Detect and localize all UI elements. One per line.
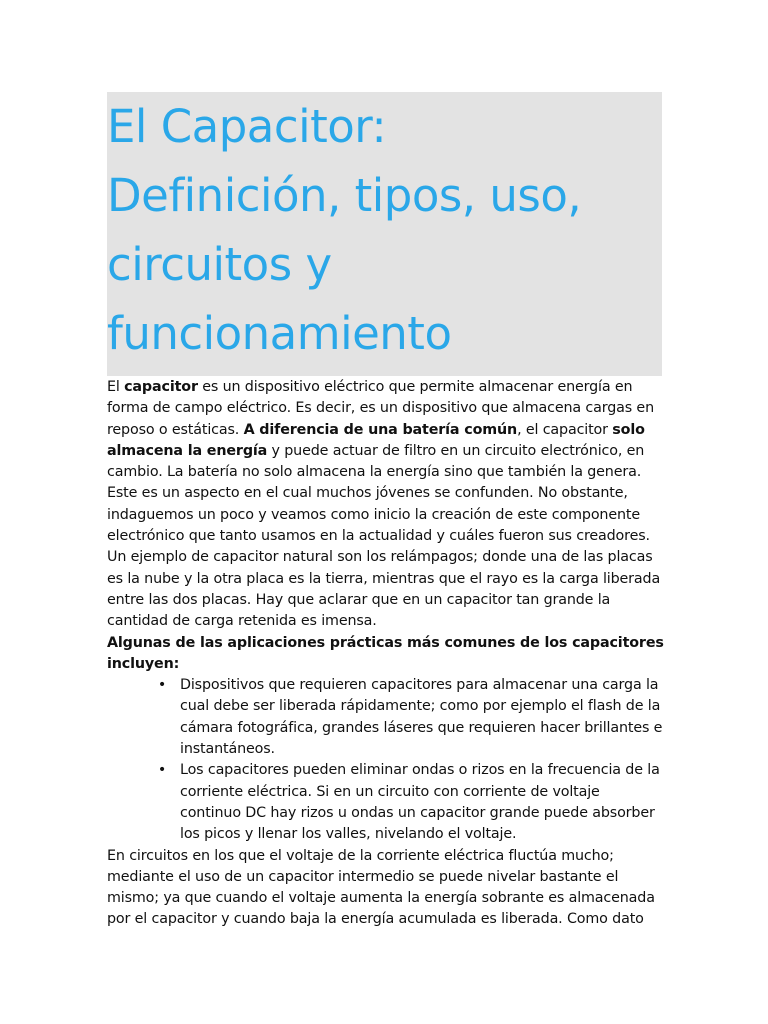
text-line: es la nube y la otra placa es la tierra, mientras que el rayo es la carga liberada (107, 570, 661, 587)
intro-paragraph (107, 377, 667, 633)
page-title (107, 92, 662, 368)
text-line: forma de campo eléctrico. Es decir, es un dispositivo que almacena cargas en (107, 400, 654, 417)
applications-list (107, 675, 667, 845)
text-line (107, 377, 667, 398)
heading-line: incluyen: (107, 655, 180, 672)
text-run: , el capacitor (517, 421, 613, 438)
text-run: El (107, 379, 125, 395)
bold-phrase-bateria: A diferencia de una batería común (243, 421, 518, 438)
bold-term-capacitor: capacitor (124, 379, 198, 395)
bold-phrase-solo: solo (612, 421, 645, 438)
text-line: mediante el uso de un capacitor intermedio se puede nivelar bastante el (107, 868, 619, 885)
text-run: reposo o estáticas. (107, 421, 244, 438)
text-line: por el capacitor y cuando baja la energía acumulada es liberada. Como dato (107, 911, 644, 928)
text-line: En circuitos en los que el voltaje de la corriente eléctrica fluctúa mucho; (107, 847, 614, 864)
list-item (107, 675, 667, 760)
text-line (107, 441, 667, 462)
bullet-icon: • (157, 762, 167, 779)
text-line: cual debe ser liberada rápidamente; como por ejemplo el flash de la (180, 698, 661, 715)
text-run: y puede actuar de filtro en un circuito electrónico, en (267, 442, 645, 459)
title-line: El Capacitor: (107, 100, 387, 153)
bold-phrase-energia: almacena la energía (107, 442, 268, 459)
text-line: instantáneos. (180, 741, 275, 758)
text-line: Dispositivos que requieren capacitores para almacenar una carga la (180, 677, 659, 694)
text-line: Los capacitores pueden eliminar ondas o rizos en la frecuencia de la (180, 762, 660, 779)
title-line: Definición, tipos, uso, (107, 169, 582, 222)
bullet-icon: • (157, 677, 167, 694)
list-item (107, 760, 667, 845)
text-line: corriente eléctrica. Si en un circuito con corriente de voltaje (180, 783, 600, 800)
text-line: cámara fotográfica, grandes láseres que requieren hacer brillantes e (180, 719, 663, 736)
text-run: es un dispositivo eléctrico que permite almacenar energía en (197, 379, 633, 395)
text-line: los picos y llenar los valles, nivelando el voltaje. (180, 826, 517, 843)
closing-paragraph (107, 846, 667, 931)
text-line: Un ejemplo de capacitor natural son los relámpagos; donde una de las placas (107, 549, 653, 566)
text-line: Este es un aspecto en el cual muchos jóvenes se confunden. No obstante, (107, 485, 628, 502)
text-line: cantidad de carga retenida es imensa. (107, 613, 377, 630)
text-line: mismo; ya que cuando el voltaje aumenta la energía sobrante es almacenada (107, 890, 655, 907)
article-body (107, 377, 667, 931)
text-line: indaguemos un poco y veamos como inicio la creación de este componente (107, 506, 640, 523)
title-line: funcionamiento (107, 307, 452, 360)
text-line: entre las dos placas. Hay que aclarar que en un capacitor tan grande la (107, 591, 611, 608)
title-banner (107, 92, 662, 376)
text-line: electrónico que tanto usamos en la actualidad y cuáles fueron sus creadores. (107, 528, 650, 545)
text-line: continuo DC hay rizos u ondas un capacitor grande puede absorber (180, 804, 655, 821)
text-line: cambio. La batería no solo almacena la energía sino que también la genera. (107, 464, 642, 481)
heading-line: Algunas de las aplicaciones prácticas más comunes de los capacitores (107, 634, 664, 651)
text-line (107, 420, 667, 441)
title-line: circuitos y (107, 238, 332, 291)
applications-heading (107, 633, 667, 676)
